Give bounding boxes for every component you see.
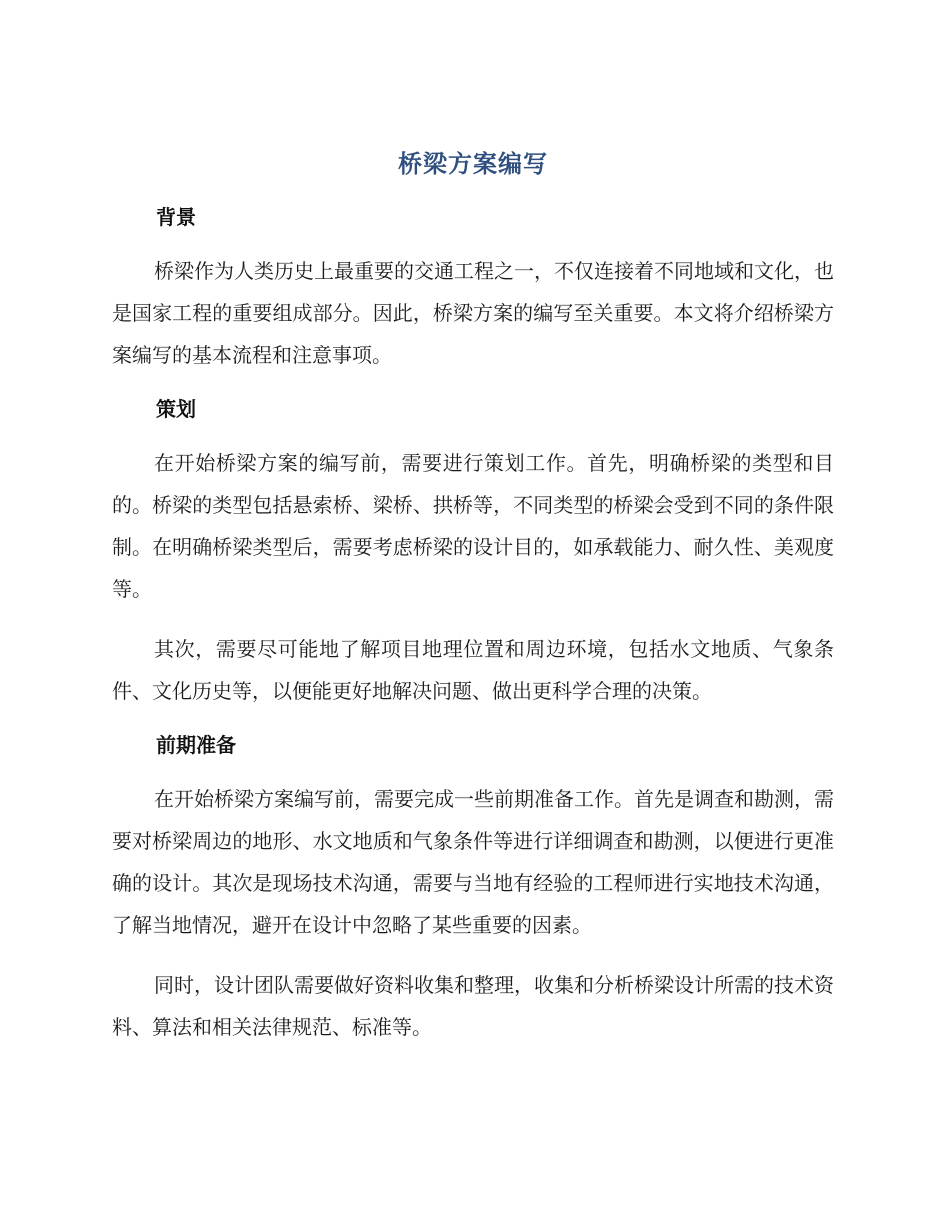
- document-body: [112, 140, 834, 1066]
- paragraph: 同时，设计团队需要做好资料收集和整理，收集和分析桥梁设计所需的技术资料、算法和相关法律规范、标准等。: [112, 973, 834, 1039]
- paragraph: 在开始桥梁方案编写前，需要完成一些前期准备工作。首先是调查和勘测，需要对桥梁周边的地形、水文地质和气象条件等进行详细调查和勘测，以便进行更准确的设计。其次是现场技术沟通，需要与当地有经验的工程师进行实地技术沟通，了解当地情况，避开在设计中忽略了某些重要的因素。: [112, 787, 834, 937]
- paragraph: 桥梁作为人类历史上最重要的交通工程之一，不仅连接着不同地域和文化，也是国家工程的重要组成部分。因此，桥梁方案的编写至关重要。本文将介绍桥梁方案编写的基本流程和注意事项。: [112, 259, 834, 367]
- section-heading-background: 背景: [156, 205, 196, 229]
- section-planning: [112, 394, 834, 712]
- section-heading-planning: 策划: [156, 397, 196, 421]
- section-heading-preparation: 前期准备: [156, 733, 236, 757]
- paragraph: 其次，需要尽可能地了解项目地理位置和周边环境，包括水文地质、气象条件、文化历史等，以便能更好地解决问题、做出更科学合理的决策。: [112, 637, 834, 703]
- paragraph: 在开始桥梁方案的编写前，需要进行策划工作。首先，明确桥梁的类型和目的。桥梁的类型包括悬索桥、梁桥、拱桥等，不同类型的桥梁会受到不同的条件限制。在明确桥梁类型后，需要考虑桥梁的设计目的，如承载能力、耐久性、美观度等。: [112, 451, 834, 601]
- document-title: 桥梁方案编写: [398, 150, 548, 178]
- section-preparation: [112, 730, 834, 1048]
- section-background: [112, 202, 834, 376]
